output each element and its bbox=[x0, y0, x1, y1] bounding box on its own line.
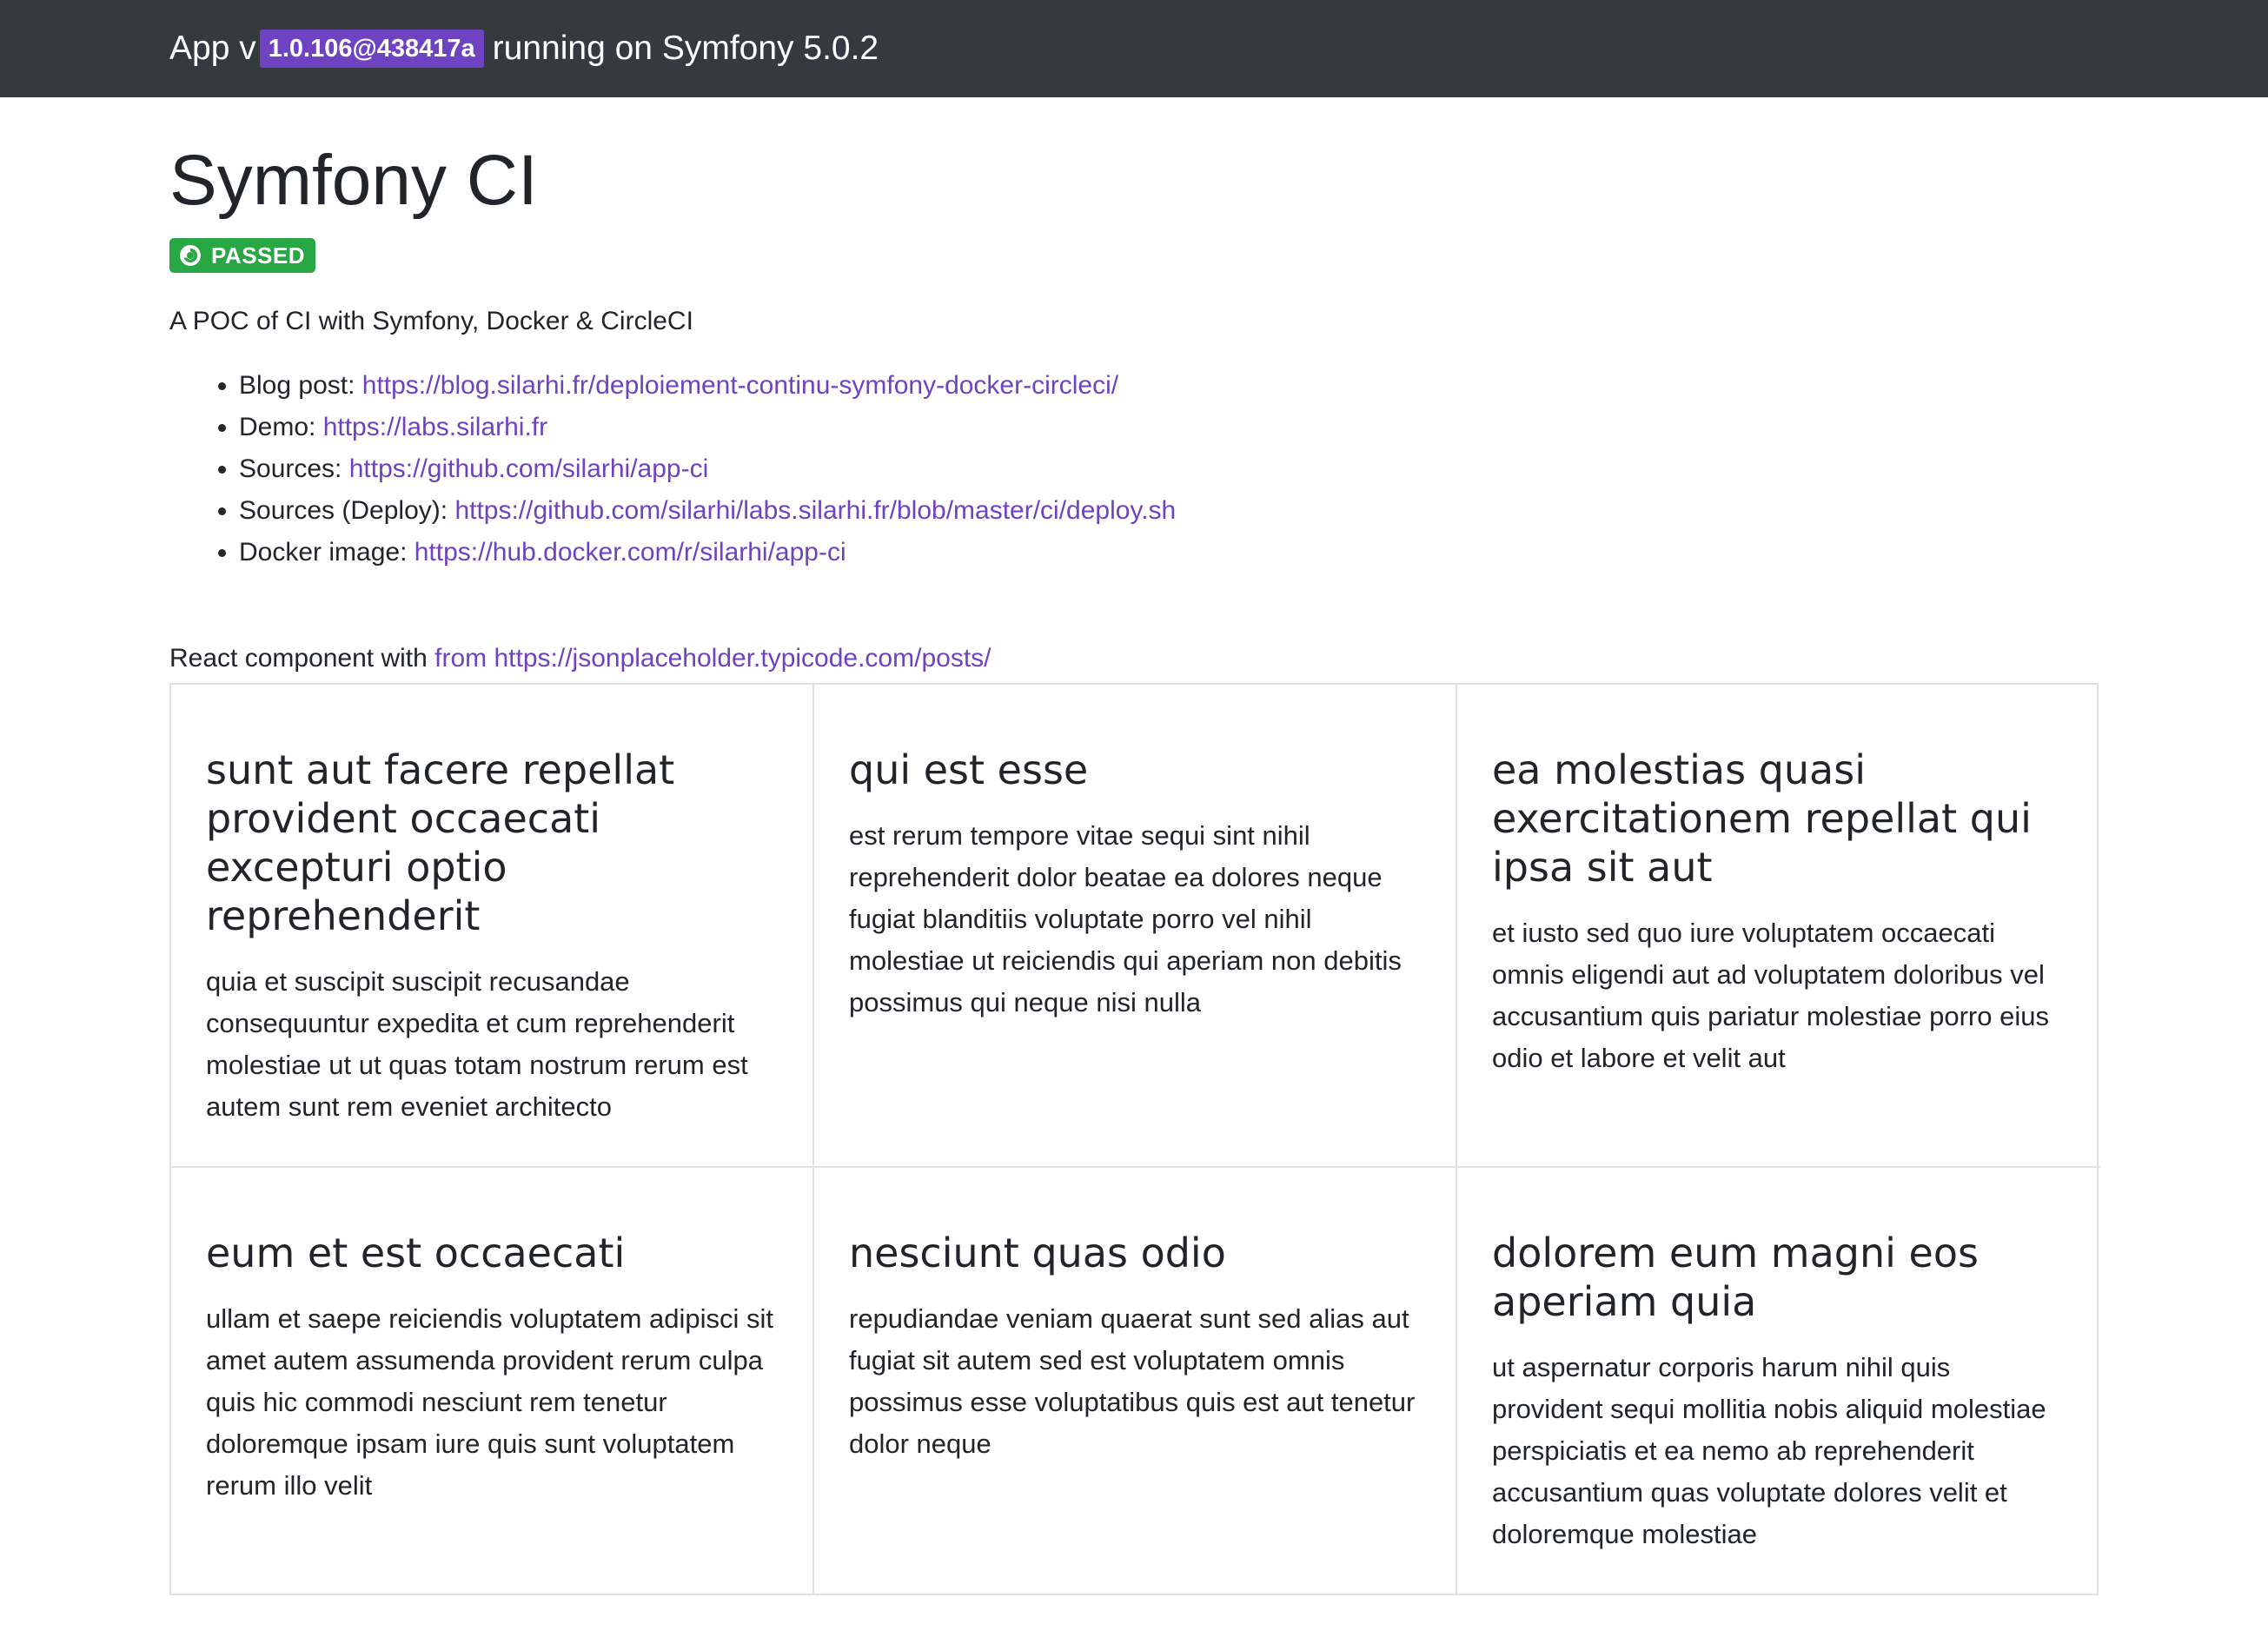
post-body: ut aspernatur corporis harum nihil quis provident sequi mollitia nobis aliquid molestiae perspiciatis et ea nemo ab reprehenderit accusantium quas voluptate dolores velit et doloremque molestiae bbox=[1492, 1352, 2046, 1549]
page-title: Symfony CI bbox=[169, 141, 538, 220]
post-body: ullam et saepe reiciendis voluptatem adipisci sit amet autem assumenda provident rerum culpa quis hic commodi nesciunt rem tenetur doloremque ipsam iure quis sunt voluptatem rerum illo velit bbox=[206, 1303, 774, 1501]
list-item-demo bbox=[239, 407, 2099, 448]
post-title: qui est esse bbox=[849, 746, 1089, 793]
top-navbar bbox=[0, 0, 2268, 97]
posts-grid bbox=[169, 683, 2099, 1595]
link-label: Blog post: bbox=[239, 371, 362, 400]
version-badge: 1.0.106@438417a bbox=[260, 30, 484, 68]
list-item-sources bbox=[239, 448, 2099, 490]
post-body: quia et suscipit suscipit recusandae consequuntur expedita et cum reprehenderit molestiae ut ut quas totam nostrum rerum est autem sunt rem eveniet architecto bbox=[206, 966, 748, 1122]
post-title: nesciunt quas odio bbox=[849, 1230, 1226, 1276]
navbar-brand[interactable] bbox=[169, 30, 879, 68]
link-label: Demo: bbox=[239, 413, 323, 441]
circleci-icon bbox=[178, 243, 202, 268]
post-title: dolorem eum magni eos aperiam quia bbox=[1492, 1230, 1979, 1325]
post-body: et iusto sed quo iure voluptatem occaecati omnis eligendi aut ad voluptatem doloribus vel accusantium quis pariatur molestiae porro eius odio et labore et velit aut bbox=[1492, 918, 2049, 1073]
post-body: repudiandae veniam quaerat sunt sed alias aut fugiat sit autem sed est voluptatem omnis possimus esse voluptatibus quis est aut tenetur dolor neque bbox=[849, 1303, 1416, 1459]
sources-link[interactable]: https://github.com/silarhi/app-ci bbox=[348, 454, 709, 483]
post-body: est rerum tempore vitae sequi sint nihil reprehenderit dolor beatae ea dolores neque fugiat blanditiis voluptate porro vel nihil molestiae ut reiciendis qui aperiam non debitis possimus qui neque nisi nulla bbox=[849, 820, 1402, 1018]
link-label: Sources: bbox=[239, 454, 349, 483]
sources-deploy-link[interactable]: https://github.com/silarhi/labs.silarhi.fr/blob/master/ci/deploy.sh bbox=[454, 496, 1177, 525]
blog-post-link[interactable]: https://blog.silarhi.fr/deploiement-continu-symfony-docker-circleci/ bbox=[361, 371, 1119, 400]
post-card bbox=[171, 1168, 814, 1594]
demo-link[interactable]: https://labs.silarhi.fr bbox=[322, 413, 548, 441]
main-container bbox=[169, 97, 2099, 1595]
react-label-text: React component with bbox=[169, 644, 435, 673]
post-card bbox=[814, 685, 1457, 1168]
list-item-blog bbox=[239, 365, 2099, 407]
post-card bbox=[1457, 1168, 2100, 1594]
project-description: A POC of CI with Symfony, Docker & CircleCI bbox=[169, 307, 693, 335]
post-card bbox=[1457, 685, 2100, 1168]
post-title: ea molestias quasi exercitationem repellat qui ipsa sit aut bbox=[1492, 746, 2032, 891]
status-label: PASSED bbox=[211, 242, 305, 268]
link-label: Docker image: bbox=[239, 538, 414, 567]
post-title: eum et est occaecati bbox=[206, 1230, 626, 1276]
react-component-label bbox=[169, 641, 2099, 676]
list-item-sources-deploy bbox=[239, 490, 2099, 532]
link-label: Sources (Deploy): bbox=[239, 496, 455, 525]
post-card bbox=[171, 685, 814, 1168]
list-item-docker bbox=[239, 532, 2099, 573]
build-status-badge[interactable] bbox=[169, 238, 315, 273]
post-title: sunt aut facere repellat provident occaecati excepturi optio reprehenderit bbox=[206, 746, 675, 939]
links-list bbox=[169, 365, 2099, 573]
post-card bbox=[814, 1168, 1457, 1594]
docker-image-link[interactable]: https://hub.docker.com/r/silarhi/app-ci bbox=[414, 538, 846, 567]
brand-suffix: running on Symfony 5.0.2 bbox=[492, 30, 879, 67]
brand-prefix: App v bbox=[169, 30, 256, 67]
jsonplaceholder-link[interactable]: from https://jsonplaceholder.typicode.com/posts/ bbox=[434, 644, 991, 673]
